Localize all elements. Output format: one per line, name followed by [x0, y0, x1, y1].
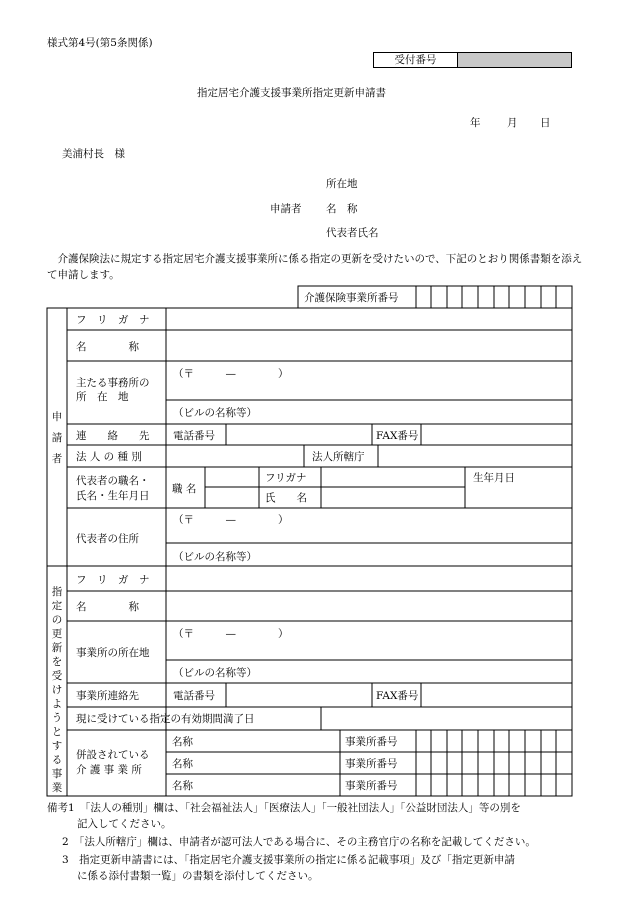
- date-month: 月: [507, 117, 518, 129]
- representative-label-1: 代表者の職名・: [76, 475, 150, 487]
- svg-text:新: 新: [51, 642, 63, 654]
- svg-text:の: の: [51, 614, 63, 626]
- svg-text:受: 受: [51, 670, 63, 682]
- svg-text:事: 事: [51, 768, 63, 780]
- concurrent-row3-name: 名称: [172, 780, 193, 792]
- office-name-label: 名 称: [76, 601, 139, 613]
- main-office-postal: （〒 — ）: [173, 368, 289, 380]
- rep-address-postal: （〒 — ）: [173, 514, 289, 526]
- corp-office-label: 法人所轄庁: [312, 451, 365, 463]
- svg-text:す: す: [51, 740, 63, 752]
- svg-text:う: う: [51, 712, 63, 724]
- applicant-name-label: 名 称: [76, 341, 139, 353]
- section-applicant-char-3: 者: [51, 453, 63, 465]
- svg-text:業: 業: [51, 782, 63, 794]
- addressee: 美浦村長 様: [62, 148, 125, 160]
- form-number: 様式第4号(第5条関係): [47, 37, 153, 49]
- office-fax-label: FAX番号: [376, 690, 419, 702]
- receipt-number-label: 受付番号: [374, 53, 458, 67]
- contact-label: 連 絡 先: [76, 430, 150, 442]
- concurrent-row2-name: 名称: [172, 758, 193, 770]
- office-number-label: 介護保険事業所番号: [304, 292, 399, 304]
- note-3a: 3 指定更新申請書には、「指定居宅介護支援事業所の指定に係る記載事項」及び「指定更新申請: [62, 854, 515, 866]
- concurrent-row2-number: 事業所番号: [345, 758, 398, 770]
- note-3b: に係る添付書類一覧」の書類を添付してください。: [77, 870, 319, 882]
- concurrent-row1-number: 事業所番号: [345, 736, 398, 748]
- main-office-building: （ビルの名称等）: [173, 407, 257, 419]
- rep-address-label: 代表者の住所: [76, 533, 139, 545]
- representative-label-2: 氏名・生年月日: [76, 490, 150, 502]
- rep-furigana-label: フリガナ: [265, 472, 307, 484]
- office-furigana-label: フ リ ガ ナ: [76, 574, 150, 586]
- applicant-furigana-label: フ リ ガ ナ: [76, 314, 150, 326]
- svg-text:を: を: [51, 656, 63, 668]
- concurrent-row1-name: 名称: [172, 736, 193, 748]
- note-2: 2 「法人所轄庁」欄は、申請者が認可法人である場合に、その主務官庁の名称を記載してください。: [62, 836, 536, 848]
- rep-name-label: 氏 名: [265, 492, 307, 504]
- main-office-label-2: 所 在 地: [76, 391, 129, 403]
- svg-text:更: 更: [51, 628, 63, 640]
- note-1b: 記入してください。: [77, 818, 172, 830]
- intro-text: 介護保険法に規定する指定居宅介護支援事業所に係る指定の更新を受けたいので、下記のとおり関係書類を添えて申請します。: [47, 253, 583, 281]
- svg-text:定: 定: [51, 600, 63, 612]
- rep-address-building: （ビルの名称等）: [173, 551, 257, 563]
- office-postal: （〒 — ）: [173, 628, 289, 640]
- concurrent-row3-number: 事業所番号: [345, 780, 398, 792]
- applicant-label: 申請者: [270, 203, 302, 215]
- office-contact-label: 事業所連絡先: [76, 690, 139, 702]
- svg-text:け: け: [51, 684, 63, 696]
- representative-label: 代表者氏名: [326, 227, 379, 239]
- note-1a: 備考1 「法人の種別」欄は、「社会福祉法人」「医療法人」「一般社団法人」「公益財団法人」等の別を: [47, 802, 521, 814]
- contact-fax-label: FAX番号: [376, 430, 419, 442]
- date-day: 日: [540, 117, 551, 129]
- section-target-office-vertical: [52, 585, 63, 794]
- office-address-label: 事業所の所在地: [76, 647, 150, 659]
- main-office-label-1: 主たる事務所の: [76, 377, 150, 389]
- office-tel-label: 電話番号: [173, 690, 215, 702]
- concurrent-label-2: 介 護 事 業 所: [76, 764, 142, 776]
- svg-text:る: る: [51, 754, 63, 766]
- date-year: 年: [470, 117, 481, 129]
- office-building: （ビルの名称等）: [173, 667, 257, 679]
- validity-label: 現に受けている指定の有効期間満了日: [76, 713, 255, 725]
- svg-text:指: 指: [51, 586, 63, 598]
- svg-text:と: と: [51, 726, 63, 738]
- section-applicant-char-1: 申: [51, 411, 63, 423]
- contact-tel-label: 電話番号: [173, 430, 215, 442]
- applicant-address-label: 所在地: [326, 178, 358, 190]
- section-applicant-char-2: 請: [51, 432, 63, 444]
- position-label: 職 名: [172, 483, 197, 495]
- birthdate-label: 生年月日: [473, 472, 515, 484]
- page-title: 指定居宅介護支援事業所指定更新申請書: [197, 87, 386, 99]
- concurrent-label-1: 併設されている: [76, 749, 150, 761]
- svg-text:よ: よ: [51, 698, 63, 710]
- corp-type-label: 法 人 の 種 別: [76, 451, 142, 463]
- applicant-name-label: 名 称: [326, 203, 358, 215]
